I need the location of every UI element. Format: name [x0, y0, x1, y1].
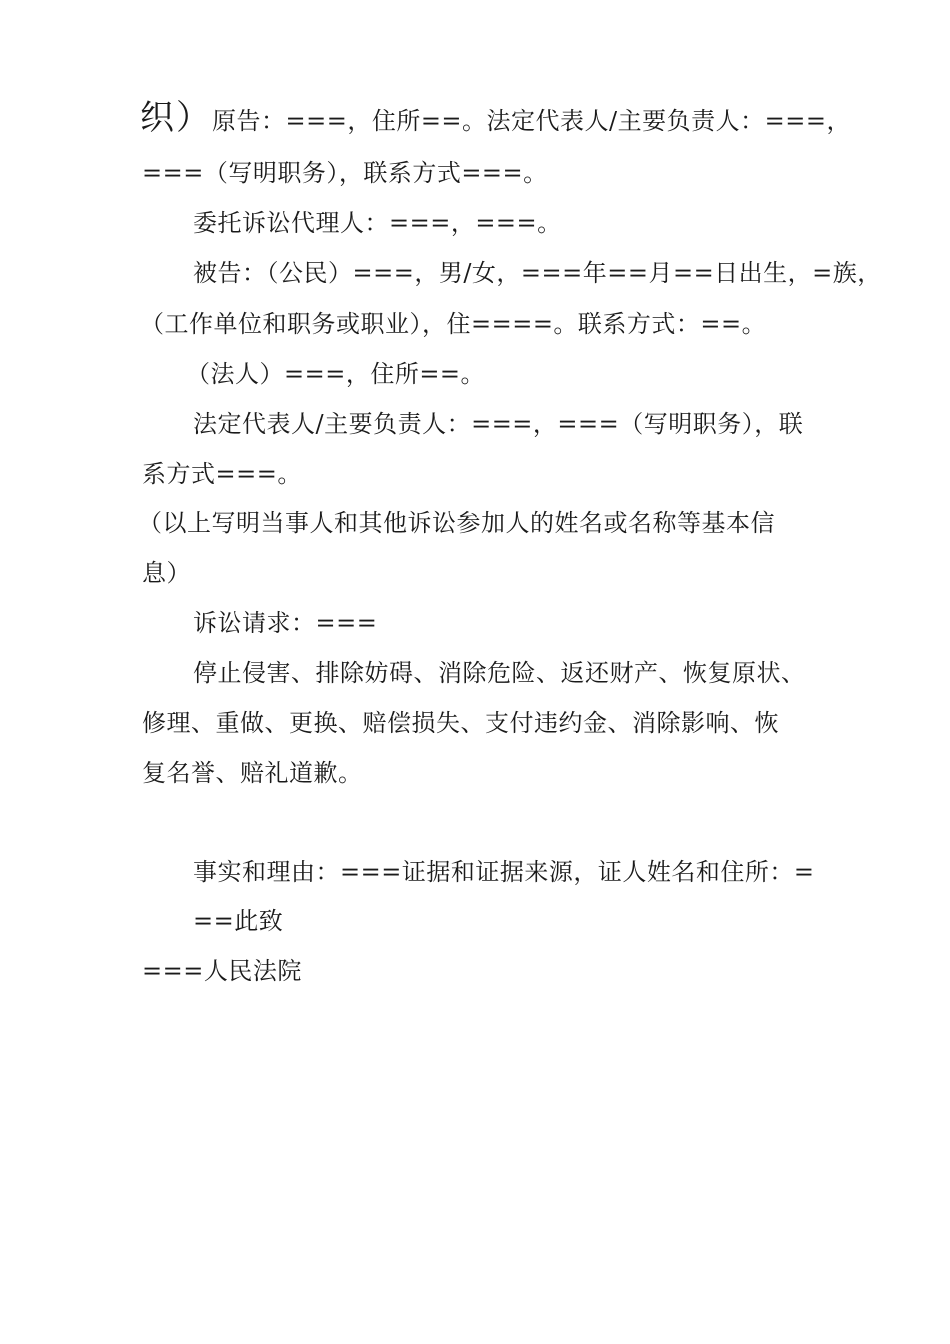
claims-line-1: 停止侵害、排除妨碍、消除危险、返还财产、恢复原状、 — [193, 659, 806, 687]
plaintiff-text: 原告：===，住所==。法定代表人/主要负责人：===， — [212, 107, 851, 135]
note-line-1: （以上写明当事人和其他诉讼参加人的姓名或名称等基本信 — [138, 509, 775, 537]
claims-line-3: 复名誉、赔礼道歉。 — [142, 759, 363, 787]
facts-line-2: ==此致 — [193, 907, 284, 935]
plaintiff-line-2: ===（写明职务），联系方式===。 — [142, 159, 548, 187]
plaintiff-line-1 — [140, 98, 851, 138]
court-line: ===人民法院 — [142, 957, 302, 985]
representative-line-2: 系方式===。 — [142, 460, 302, 488]
defendant-line-1: 被告：（公民）===，男/女，===年==月==日出生，=族， — [193, 259, 882, 287]
defendant-line-2: （工作单位和职务或职业），住====。联系方式：==。 — [140, 310, 767, 338]
agent-line: 委托诉讼代理人：===，===。 — [193, 209, 562, 237]
continued-word: 织） — [140, 98, 212, 138]
claims-heading: 诉讼请求：=== — [193, 609, 378, 637]
representative-line-1: 法定代表人/主要负责人：===，===（写明职务），联 — [193, 410, 804, 438]
legal-person-line: （法人）===，住所==。 — [186, 360, 486, 388]
claims-line-2: 修理、重做、更换、赔偿损失、支付违约金、消除影响、恢 — [142, 709, 779, 737]
facts-line-1: 事实和理由：===证据和证据来源，证人姓名和住所：= — [193, 858, 815, 886]
note-line-2: 息） — [142, 559, 191, 587]
